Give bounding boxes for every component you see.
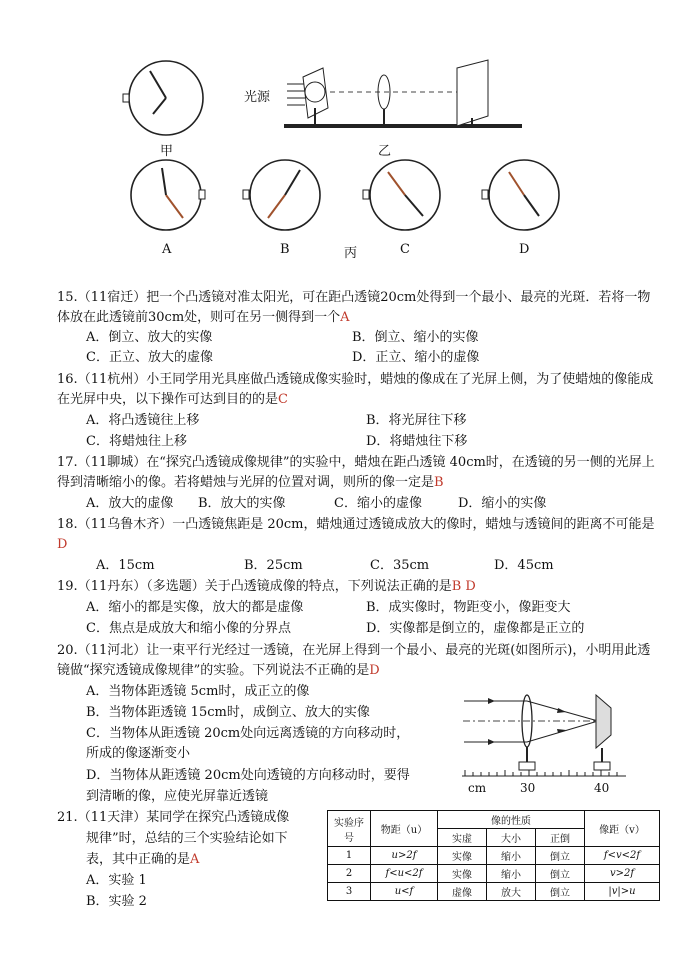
option: C．缩小的虚像: [334, 496, 422, 511]
answer: B D: [451, 579, 476, 594]
table-cell: u>2f: [371, 847, 438, 865]
option: D．缩小的实像: [458, 496, 547, 511]
table-header: 物距（u）: [371, 811, 438, 847]
question-18: [57, 515, 657, 555]
option: B．将光屏往下移: [366, 413, 467, 428]
ruler-tick-30: 30: [520, 781, 536, 795]
question-stem: （11聊城）在“探究凸透镜成像规律”的实验中，蜡烛在距凸透镜 40cm时，在透镜的另一侧的光屏上得到清晰缩小的像。若将蜡烛与光屏的位置对调，则所的像一定是: [57, 455, 655, 490]
label-jia: 甲: [160, 144, 174, 159]
question-number: 21.: [57, 810, 78, 825]
option: B．放大的实像: [198, 496, 286, 511]
table-cell: f<v<2f: [585, 847, 660, 865]
option: D．正立、缩小的虚像: [352, 350, 480, 365]
option: B．25cm: [244, 558, 303, 573]
table-cell: u<f: [371, 883, 438, 901]
question-stem: （11杭州）小王同学用光具座做凸透镜成像实验时，蜡烛的像成在了光屏上侧，为了使蜡烛的像能成在光屏中央，以下操作可达到目的的是: [57, 372, 654, 407]
question-17: [57, 453, 657, 493]
option: B．倒立、缩小的实像: [352, 330, 479, 345]
table-subheader: 实虚: [438, 829, 487, 847]
table-row: [328, 883, 660, 901]
option: A．当物体距透镜 5cm时，成正立的像: [86, 684, 310, 699]
clock-option-d: [482, 160, 559, 230]
light-source-label: 光源: [244, 90, 271, 105]
ruler-unit: cm: [468, 781, 487, 795]
table-cell: 倒立: [536, 883, 585, 901]
option: 所成的像逐渐变小: [86, 746, 191, 761]
option: C．当物体从距透镜 20cm处向远离透镜的方向移动时，: [86, 726, 410, 741]
question-stem: （11宿迁）把一个凸透镜对准太阳光，可在距凸透镜20cm处得到一个最小、最亮的光斑．若将一物体放在此透镜前30cm处，则可在另一侧得到一个: [57, 290, 651, 325]
table-subheader: 正倒: [536, 829, 585, 847]
experiment-table: [327, 810, 660, 901]
question-21-line3: [86, 850, 199, 870]
question-number: 19.: [57, 579, 78, 594]
question-15: [57, 288, 657, 328]
label-bing: 丙: [344, 246, 358, 261]
table-cell: 1: [328, 847, 371, 865]
option: D．45cm: [494, 558, 554, 573]
option: C．35cm: [370, 558, 430, 573]
question-number: 17.: [57, 455, 78, 470]
table-header: 像距（v）: [585, 811, 660, 847]
option: C．将蜡烛往上移: [86, 434, 187, 449]
clock-option-c: [363, 160, 440, 230]
option: C．焦点是成放大和缩小像的分界点: [86, 621, 291, 636]
table-cell: 实像: [438, 847, 487, 865]
question-stem: （11河北）让一束平行光经过一透镜，在光屏上得到一个最小、最亮的光斑(如图所示)，小明用此透镜做“探究透镜成像规律”的实验。下列说法不正确的是: [57, 643, 651, 678]
table-header: 像的性质: [438, 811, 585, 829]
option: A．放大的虚像: [86, 496, 174, 511]
question-20: [57, 641, 657, 681]
table-cell: 实像: [438, 865, 487, 883]
question-number: 18.: [57, 517, 78, 532]
question-number: 15.: [57, 290, 78, 305]
table-cell: 3: [328, 883, 371, 901]
answer: D: [57, 537, 68, 552]
clock-jia: [123, 61, 203, 135]
option: A．15cm: [96, 558, 155, 573]
table-cell: 虚像: [438, 883, 487, 901]
table-cell: 缩小: [487, 847, 536, 865]
question-stem: （11乌鲁木齐）一凸透镜焦距是 20cm，蜡烛通过透镜成放大的像时，蜡烛与透镜间的距离不可能是: [77, 517, 655, 532]
answer: A: [340, 310, 350, 325]
question-21-line1: [57, 808, 289, 828]
option: C．正立、放大的虚像: [86, 350, 213, 365]
table-cell: 2: [328, 865, 371, 883]
label-c: C: [400, 242, 410, 257]
option: A．将凸透镜往上移: [86, 413, 200, 428]
table-cell: 倒立: [536, 865, 585, 883]
answer: D: [369, 663, 380, 678]
option: A．实验 1: [86, 873, 147, 888]
option: B．实验 2: [86, 894, 147, 909]
option: A．缩小的都是实像，放大的都是虚像: [86, 600, 304, 615]
option: 到清晰的像，应使光屏靠近透镜: [86, 789, 269, 804]
answer: B: [434, 475, 444, 490]
table-cell: |v|>u: [585, 883, 660, 901]
table-cell: v>2f: [585, 865, 660, 883]
question-number: 16.: [57, 372, 78, 387]
question-19: [57, 577, 476, 597]
question-number: 20.: [57, 643, 78, 658]
ruler-tick-40: 40: [594, 781, 610, 795]
table-cell: f<u<2f: [371, 865, 438, 883]
question-stem: （11天津）某同学在探究凸透镜成像: [77, 810, 290, 825]
question-21-line2: 规律”时，总结的三个实验结论如下: [86, 831, 288, 846]
clock-option-b: [243, 160, 320, 230]
label-yi: 乙: [378, 144, 392, 159]
answer: C: [278, 392, 288, 407]
table-cell: 倒立: [536, 847, 585, 865]
clock-option-a: [131, 160, 205, 230]
table-row: [328, 847, 660, 865]
question-stem: 表，其中正确的是: [86, 852, 191, 867]
table-cell: 放大: [487, 883, 536, 901]
label-a: A: [162, 242, 172, 257]
table-cell: 缩小: [487, 865, 536, 883]
question-stem: （11丹东）（多选题）关于凸透镜成像的特点，下列说法正确的是: [77, 579, 452, 594]
label-d: D: [519, 242, 530, 257]
option: D．将蜡烛往下移: [366, 434, 468, 449]
option: D．实像都是倒立的，虚像都是正立的: [366, 621, 585, 636]
option: D．当物体从距透镜 20cm处向透镜的方向移动时，要得: [86, 768, 410, 783]
table-subheader: 大小: [487, 829, 536, 847]
label-b: B: [280, 242, 290, 257]
table-row: [328, 865, 660, 883]
option: B．成实像时，物距变小，像距变大: [366, 600, 571, 615]
table-header: 实验序号: [328, 811, 371, 847]
option: A．倒立、放大的实像: [86, 330, 213, 345]
option: B．当物体距透镜 15cm时，成倒立、放大的实像: [86, 705, 370, 720]
question-16: [57, 370, 657, 410]
answer: A: [190, 852, 200, 867]
optical-bench: [284, 60, 522, 126]
